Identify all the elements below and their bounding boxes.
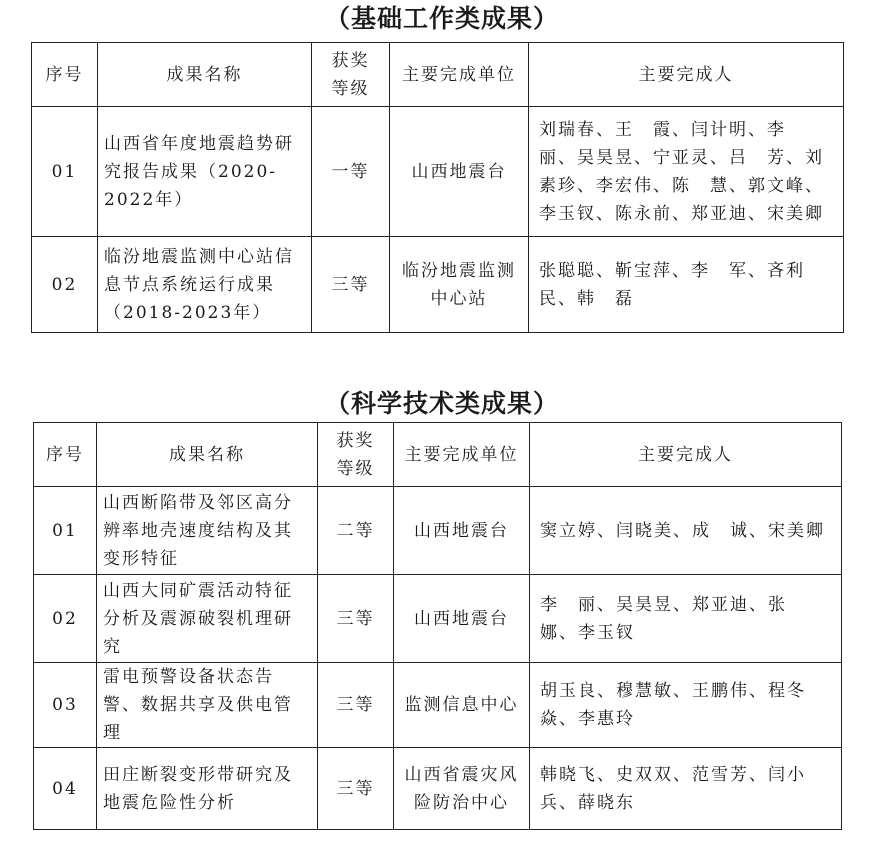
row-people: 刘瑞春、王 霞、闫计明、李 丽、吴昊昱、宁亚灵、吕 芳、刘素珍、李宏伟、陈 慧、郭文峰、李玉钗、陈永前、郑亚迪、宋美卿 (529, 107, 844, 237)
header-grade-line1: 获奖 (331, 50, 370, 71)
header-grade (318, 423, 394, 487)
row-people: 窦立婷、闫晓美、成 诚、宋美卿 (530, 487, 842, 575)
table-row (34, 487, 842, 575)
row-grade: 三等 (318, 663, 394, 748)
row-grade: 三等 (312, 237, 390, 333)
table-header-row (34, 423, 842, 487)
row-unit: 监测信息中心 (394, 663, 530, 748)
header-unit: 主要完成单位 (394, 423, 530, 487)
header-no: 序号 (34, 423, 97, 487)
row-people: 李 丽、吴昊昱、郑亚迪、张 娜、李玉钗 (530, 575, 842, 663)
table-row (34, 663, 842, 748)
row-name: 山西省年度地震趋势研究报告成果（2020-2022年） (98, 107, 312, 237)
row-people: 韩晓飞、史双双、范雪芳、闫小兵、薛晓东 (530, 748, 842, 830)
row-unit: 山西地震台 (394, 575, 530, 663)
row-name: 田庄断裂变形带研究及地震危险性分析 (97, 748, 318, 830)
header-name: 成果名称 (98, 43, 312, 107)
header-no: 序号 (32, 43, 98, 107)
row-no: 04 (34, 748, 97, 830)
row-no: 03 (34, 663, 97, 748)
row-no: 02 (34, 575, 97, 663)
header-grade-line1: 获奖 (336, 430, 375, 451)
header-unit: 主要完成单位 (390, 43, 529, 107)
table-row (32, 237, 844, 333)
row-unit: 山西地震台 (394, 487, 530, 575)
section-title-science-tech: （科学技术类成果） (324, 389, 559, 418)
row-grade: 三等 (318, 575, 394, 663)
header-grade-line2: 等级 (336, 458, 375, 479)
header-people: 主要完成人 (529, 43, 844, 107)
row-unit: 山西地震台 (390, 107, 529, 237)
row-no: 01 (32, 107, 98, 237)
row-no: 01 (34, 487, 97, 575)
row-people: 胡玉良、穆慧敏、王鹏伟、程冬焱、李惠玲 (530, 663, 842, 748)
table-row (32, 107, 844, 237)
row-grade: 三等 (318, 748, 394, 830)
header-name: 成果名称 (97, 423, 318, 487)
table-row (34, 575, 842, 663)
header-people: 主要完成人 (530, 423, 842, 487)
row-unit: 山西省震灾风险防治中心 (394, 748, 530, 830)
row-people: 张聪聪、靳宝萍、李 军、吝利民、韩 磊 (529, 237, 844, 333)
row-grade: 一等 (312, 107, 390, 237)
basic-work-results-table (31, 42, 844, 333)
row-name: 山西大同矿震活动特征分析及震源破裂机理研究 (97, 575, 318, 663)
row-name: 山西断陷带及邻区高分辨率地壳速度结构及其变形特征 (97, 487, 318, 575)
section-title-basic-work: （基础工作类成果） (324, 4, 559, 33)
row-no: 02 (32, 237, 98, 333)
row-grade: 二等 (318, 487, 394, 575)
row-name: 雷电预警设备状态告警、数据共享及供电管理 (97, 663, 318, 748)
header-grade-line2: 等级 (331, 78, 370, 99)
row-name: 临汾地震监测中心站信息节点系统运行成果（2018-2023年） (98, 237, 312, 333)
table-row (34, 748, 842, 830)
table-header-row (32, 43, 844, 107)
science-tech-results-table (33, 422, 842, 830)
header-grade (312, 43, 390, 107)
row-unit: 临汾地震监测中心站 (390, 237, 529, 333)
